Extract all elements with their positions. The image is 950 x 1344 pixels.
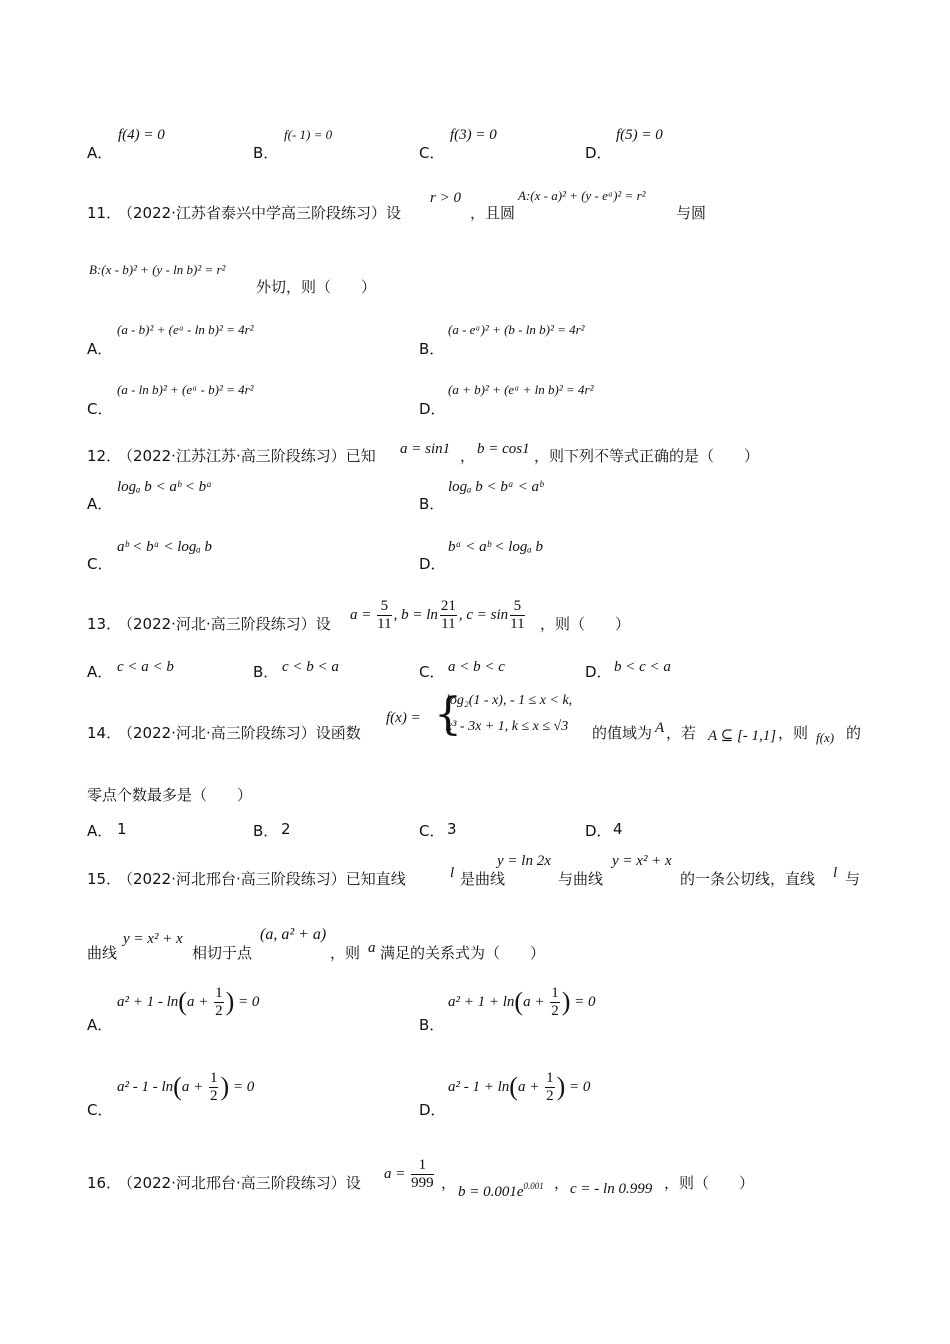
q11-option-c-letter: C． (87, 400, 113, 418)
q13-option-b-letter: B． (253, 663, 279, 681)
q15-option-b: a² + 1 + ln(a + $\frac{1}{2}$ ) = 0 (448, 985, 596, 1019)
q14-ze: ，则 (778, 724, 809, 742)
q13-option-d: b < c < a (614, 659, 671, 675)
q13-frac-a-den: 11 (377, 616, 392, 632)
q10-option-a: f(4) = 0 (118, 127, 165, 143)
q14-option-c: 3 (447, 820, 457, 838)
q12-option-a-letter: A． (87, 495, 113, 513)
q15-option-c: a² - 1 - ln(a + $\frac{1}{2}$ ) = 0 (117, 1070, 255, 1104)
q15-curve3: y = x² + x (123, 931, 183, 947)
q13-option-c: a < b < c (448, 659, 505, 675)
q12-option-c: aᵇ < bᵃ < logₐ b (117, 539, 213, 555)
q11-source: （2022·江苏省泰兴中学高三阶段练习）设 (118, 204, 401, 222)
q14-option-a: 1 (117, 820, 127, 838)
q13-frac-b-num: 21 (440, 598, 456, 614)
q15-a: a (368, 940, 376, 956)
q15-tail: 满足的关系式为（ ） (380, 944, 546, 962)
q12-option-b-letter: B． (419, 495, 445, 513)
q15-option-b-post: = 0 (574, 993, 596, 1010)
q15-option-b-pre: a² + 1 + ln (448, 993, 515, 1010)
q15-line-l2: l (833, 865, 838, 881)
q13-option-c-letter: C． (419, 663, 445, 681)
q11-option-d: (a + b)² + (eᵃ + ln b)² = 4r² (448, 382, 594, 397)
q15-point: (a, a² + a) (260, 926, 327, 943)
q14-option-b: 2 (281, 820, 291, 838)
q15-option-a-inner: a + (186, 993, 213, 1010)
q15-option-c-half-num: 1 (209, 1070, 218, 1086)
q16-source: （2022·河北邢台·高三阶段练习）设 (118, 1174, 361, 1192)
q11-option-a: (a - b)² + (eᵃ - ln b)² = 4r² (117, 322, 254, 337)
q15-option-c-half-den: 2 (209, 1088, 218, 1104)
q15-option-c-pre: a² - 1 - ln (117, 1078, 174, 1095)
q12-b: b = cos1 (477, 441, 530, 457)
q12-option-b: logₐ b < bᵃ < aᵇ (448, 479, 544, 495)
q13-frac-b-den: 11 (441, 616, 456, 632)
q16-c: c = - ln 0.999 (570, 1181, 653, 1197)
q13-frac-c-num: 5 (510, 598, 524, 616)
q14-option-d: 4 (613, 820, 623, 838)
q16-sep2: ， (554, 1174, 570, 1192)
q14-set-a: A (655, 720, 665, 736)
q14-option-b-letter: B． (253, 822, 279, 840)
q15-ze: ，则 (330, 944, 361, 962)
q13-expr-c: , c = sin (458, 606, 509, 623)
q14-subset: A ⊆ [- 1,1] (708, 728, 777, 744)
q15-yu2: 与 (845, 870, 861, 888)
q15-option-a: a² + 1 - ln(a + $\frac{1}{2}$ ) = 0 (117, 985, 260, 1019)
q11-option-b: (a - eᵃ)² + (b - ln b)² = 4r² (448, 322, 585, 337)
q14-case1: log₂(1 - x), - 1 ≤ x < k, (446, 693, 573, 708)
q14-option-c-letter: C． (419, 822, 445, 840)
q15-yu: 与曲线 (558, 870, 604, 888)
q11-condition: r > 0 (430, 190, 461, 206)
q16-b-base: b = 0.001e (458, 1184, 524, 1200)
q10-option-c: f(3) = 0 (450, 127, 497, 143)
q15-option-d: a² - 1 + ln(a + $\frac{1}{2}$ ) = 0 (448, 1070, 591, 1104)
q15-option-d-inner: a + (517, 1078, 544, 1095)
q14-number: 14． (87, 724, 122, 742)
q15-option-a-half-den: 2 (215, 1003, 223, 1019)
q15-option-d-half-den: 2 (546, 1088, 554, 1104)
q16-b (458, 1181, 544, 1201)
q13-expr-a: a = (350, 606, 376, 623)
q12-a: a = sin1 (400, 441, 451, 457)
q12-sep: ， (460, 447, 476, 465)
q13-option-a-letter: A． (87, 663, 113, 681)
q10-option-d: f(5) = 0 (616, 127, 663, 143)
q13-option-b: c < b < a (282, 659, 339, 675)
q11-mid: ，且圆 (470, 204, 516, 222)
q15-option-d-half-num: 1 (546, 1070, 554, 1086)
q16-a-pre: a = (384, 1165, 410, 1182)
q13-expr-b: , b = ln (393, 606, 438, 623)
q13-expression (350, 598, 527, 633)
q12-option-c-letter: C． (87, 555, 113, 573)
q15-line2a: 曲线 (87, 944, 118, 962)
q12-tail: ，则下列不等式正确的是（ ） (534, 447, 760, 465)
q10-option-c-letter: C． (419, 144, 445, 162)
q10-option-d-letter: D． (585, 144, 612, 162)
q15-gongqie: 的一条公切线，直线 (680, 870, 816, 888)
q12-option-d: bᵃ < aᵇ < logₐ b (448, 539, 544, 555)
q14-line2: 零点个数最多是（ ） (87, 786, 253, 804)
q14-range-text: 的值域为 (592, 724, 653, 742)
q16-a-num: 1 (411, 1157, 434, 1175)
q15-source: （2022·河北邢台·高三阶段练习）已知直线 (118, 870, 406, 888)
q14-option-a-letter: A． (87, 822, 113, 840)
q15-option-a-post: = 0 (238, 993, 260, 1010)
q15-curve1: y = ln 2x (497, 853, 551, 869)
q14-case2: x³ - 3x + 1, k ≤ x ≤ √3 (446, 719, 569, 734)
q15-curve2: y = x² + x (612, 853, 672, 869)
q11-option-b-letter: B． (419, 340, 445, 358)
q12-option-a: logₐ b < aᵇ < bᵃ (117, 479, 213, 495)
q13-number: 13． (87, 615, 122, 633)
q15-option-c-inner: a + (181, 1078, 207, 1095)
q16-a (384, 1157, 436, 1192)
q11-option-d-letter: D． (419, 400, 446, 418)
q13-option-d-letter: D． (585, 663, 612, 681)
q10-option-b: f(- 1) = 0 (284, 127, 333, 142)
q14-brace: { (434, 689, 462, 740)
q13-source: （2022·河北·高三阶段练习）设 (118, 615, 331, 633)
q15-option-a-letter: A． (87, 1016, 113, 1034)
q11-number: 11． (87, 204, 122, 222)
q11-tail: 外切，则（ ） (256, 278, 377, 296)
q15-option-b-half-den: 2 (551, 1003, 559, 1019)
q13-tail: ，则（ ） (540, 615, 631, 633)
q15-number: 15． (87, 870, 122, 888)
q13-option-a: c < a < b (117, 659, 174, 675)
q15-option-d-pre: a² - 1 + ln (448, 1078, 510, 1095)
q15-option-d-post: = 0 (569, 1078, 591, 1095)
q10-option-b-letter: B． (253, 144, 279, 162)
q16-sep1: ， (441, 1174, 457, 1192)
q15-shi: 是曲线 (460, 870, 506, 888)
q15-option-c-post: = 0 (232, 1078, 255, 1095)
q14-fx2: f(x) (816, 730, 835, 745)
q15-option-b-letter: B． (419, 1016, 445, 1034)
q16-b-exp: 0.001 (523, 1181, 544, 1191)
q15-option-b-half-num: 1 (551, 985, 559, 1001)
q14-fx: f(x) = (386, 710, 421, 726)
q14-source: （2022·河北·高三阶段练习）设函数 (118, 724, 361, 742)
q15-option-c-letter: C． (87, 1101, 113, 1119)
q13-frac-a-num: 5 (377, 598, 391, 616)
q15-xiangqie: 相切于点 (192, 944, 253, 962)
q13-frac-c-den: 11 (510, 616, 525, 632)
q15-option-a-pre: a² + 1 - ln (117, 993, 179, 1010)
q15-option-b-inner: a + (523, 993, 549, 1010)
q14-ruo: ，若 (666, 724, 697, 742)
q15-option-d-letter: D． (419, 1101, 446, 1119)
q14-option-d-letter: D． (585, 822, 612, 840)
q16-a-den: 999 (411, 1175, 434, 1191)
q14-de: 的 (846, 724, 862, 742)
q11-circle-b: B:(x - b)² + (y - ln b)² = r² (89, 262, 226, 277)
q15-option-a-half-num: 1 (215, 985, 223, 1001)
q16-tail: ，则（ ） (664, 1174, 755, 1192)
q11-option-c: (a - ln b)² + (eᵃ - b)² = 4r² (117, 382, 254, 397)
q10-option-a-letter: A． (87, 144, 113, 162)
q16-number: 16． (87, 1174, 122, 1192)
q12-option-d-letter: D． (419, 555, 446, 573)
q11-option-a-letter: A． (87, 340, 113, 358)
q12-source: （2022·江苏江苏·高三阶段练习）已知 (118, 447, 376, 465)
q12-number: 12． (87, 447, 122, 465)
q11-circle-a: A:(x - a)² + (y - eᵃ)² = r² (518, 188, 646, 203)
q15-line-l: l (450, 865, 455, 881)
q11-end: 与圆 (676, 204, 707, 222)
